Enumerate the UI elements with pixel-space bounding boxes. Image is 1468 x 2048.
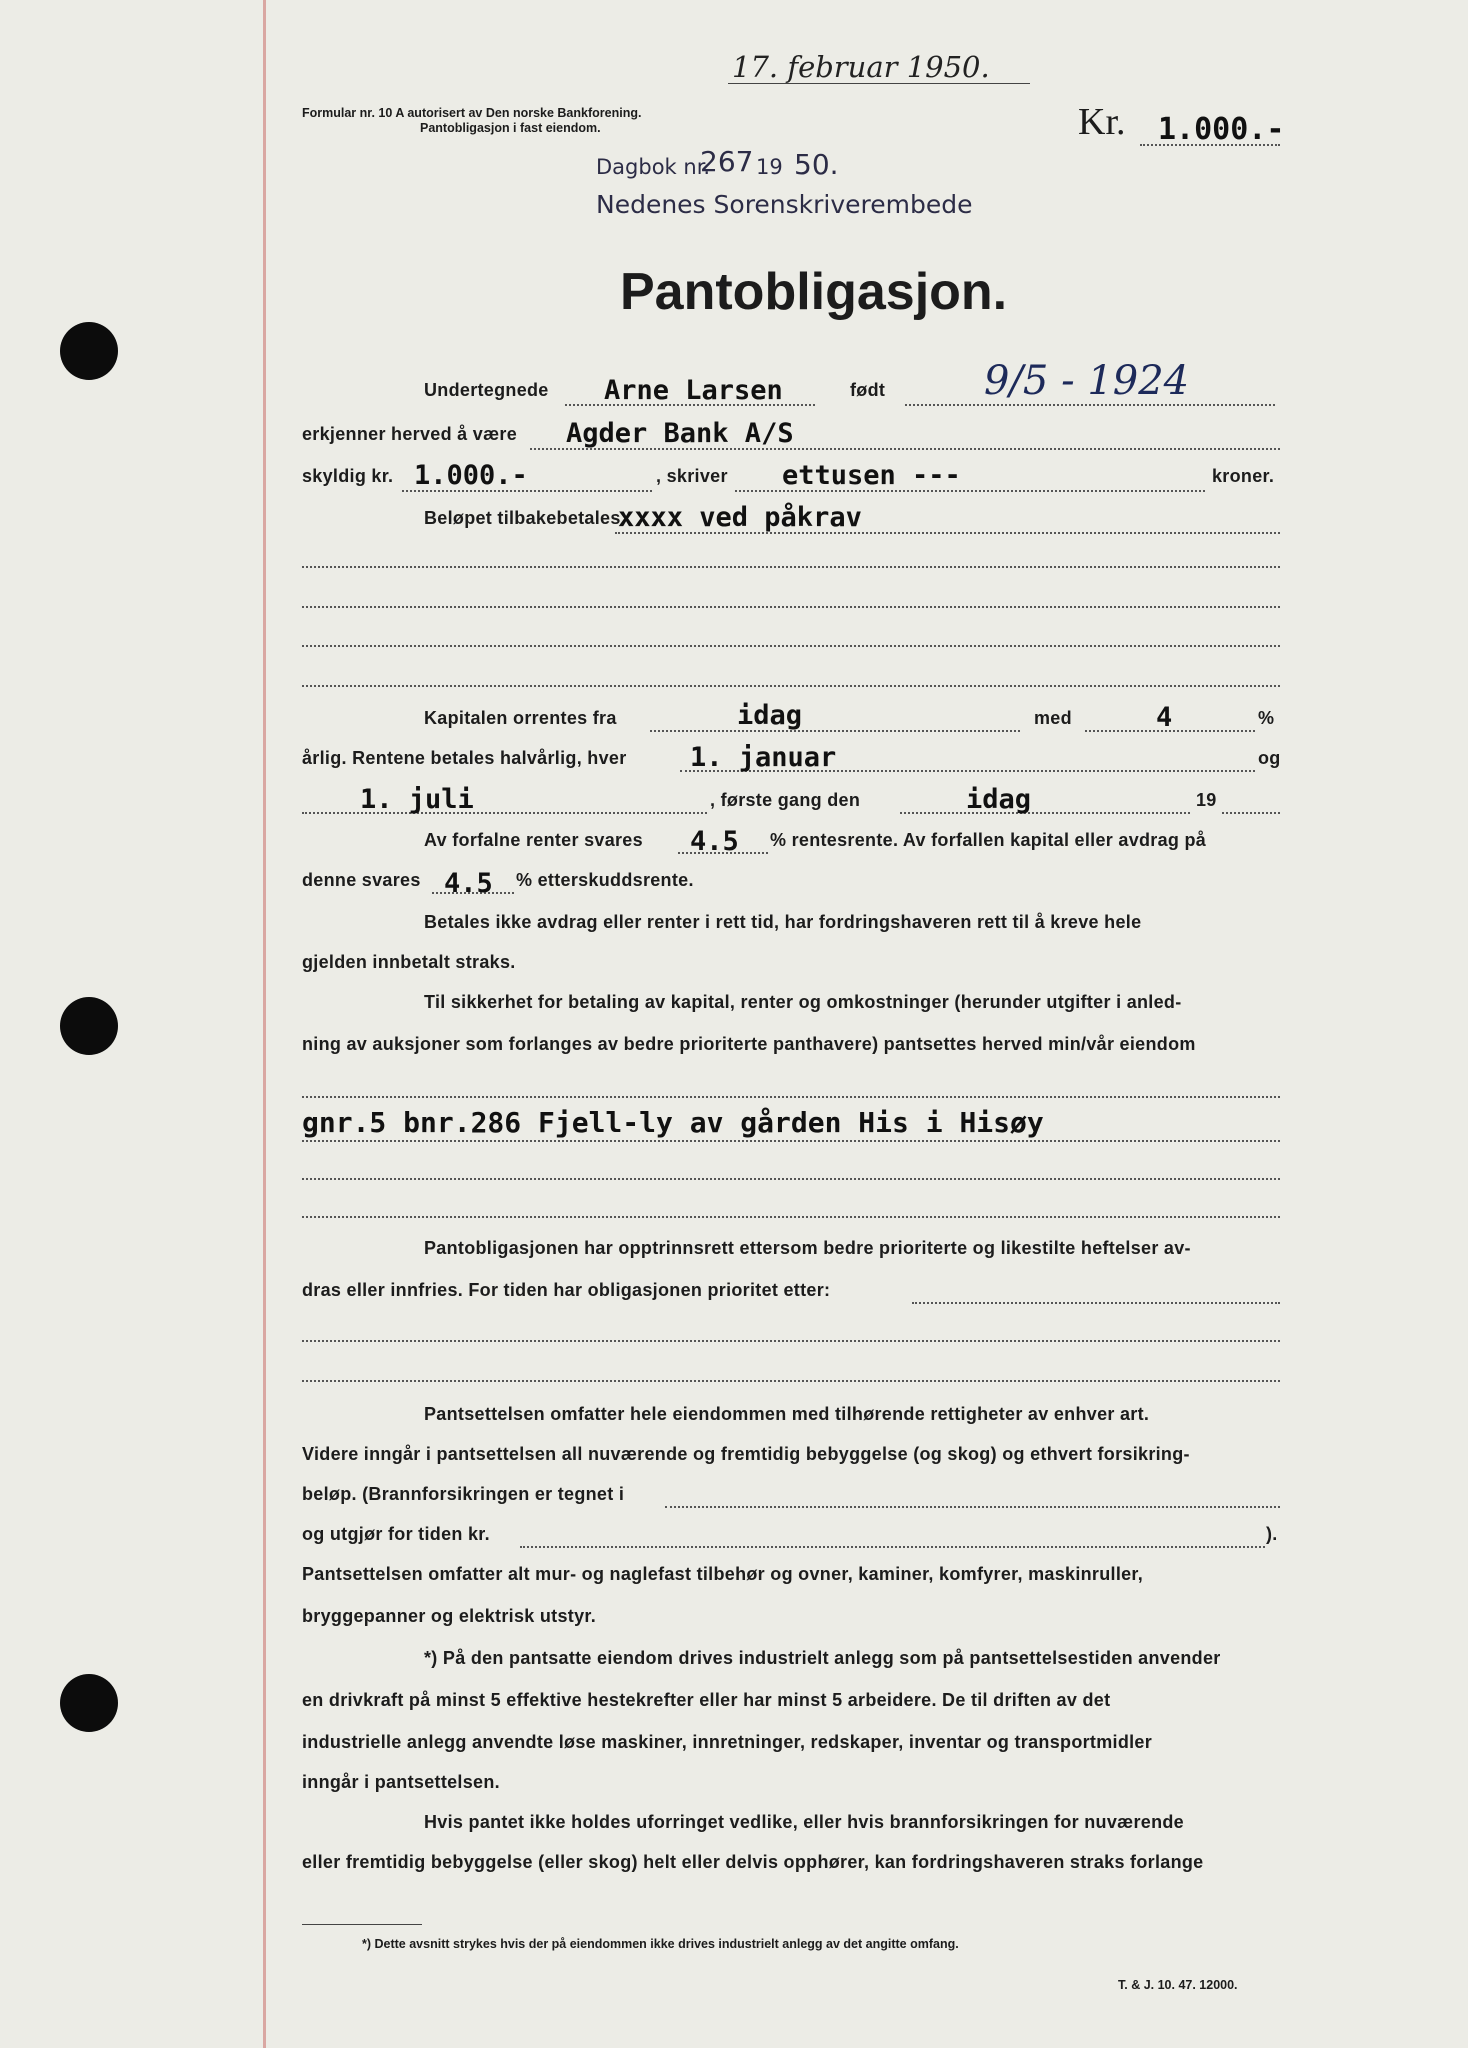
undertegnede-value: Arne Larsen	[604, 375, 783, 406]
industri-line-3: industrielle anlegg anvendte løse maskiner, innretninger, redskaper, inventar og transportmidler	[302, 1732, 1153, 1752]
forfalne-label: Av forfalne renter svares	[424, 830, 643, 850]
form-authorization-line: Formular nr. 10 A autorisert av Den norske Bankforening.	[302, 106, 642, 120]
year-nineteen: 19	[1196, 790, 1217, 810]
blank-line-4	[302, 685, 1280, 687]
blank-line-2	[302, 606, 1280, 608]
omfatter-line-1: Pantsettelsen omfatter hele eiendommen med tilhørende rettigheter av enhver art.	[424, 1404, 1150, 1424]
footnote-rule	[302, 1924, 422, 1925]
date-underline	[728, 83, 1030, 84]
kr-dotted-line	[1140, 144, 1280, 146]
med-value: 4	[1156, 702, 1173, 733]
arlig-label: årlig. Rentene betales halvårlig, hver	[302, 748, 627, 768]
blank-line-3	[302, 645, 1280, 647]
omfatter-line-4: og utgjør for tiden kr.	[302, 1524, 490, 1544]
denne-label: denne svares	[302, 870, 421, 890]
og-label: og	[1258, 748, 1281, 768]
blank-line-5	[302, 1178, 1280, 1180]
dagbok-year-suffix: 50.	[794, 148, 839, 181]
denne-value: 4.5	[444, 868, 493, 899]
fodt-value: 9/5 - 1924	[984, 358, 1190, 404]
med-percent: %	[1258, 708, 1275, 728]
prioritet-dots	[912, 1302, 1280, 1304]
belopet-value: xxxx ved påkrav	[618, 502, 862, 533]
omfatter-line-3: beløp. (Brannforsikringen er tegnet i	[302, 1484, 625, 1504]
margin-rule	[263, 0, 266, 2048]
brannforsikring-dots	[665, 1506, 1280, 1508]
dagbok-year-prefix: 19	[756, 155, 783, 179]
eiendom-dots	[302, 1140, 1280, 1142]
fodt-dots	[905, 404, 1275, 406]
forste-label: , første gang den	[710, 790, 861, 810]
kapitalen-dots	[650, 730, 1020, 732]
stamp-office: Nedenes Sorenskriverembede	[596, 190, 973, 219]
form-type-line: Pantobligasjon i fast eiendom.	[420, 121, 601, 135]
belopet-label: Beløpet tilbakebetales	[424, 508, 621, 528]
arlig-value: 1. januar	[690, 742, 837, 773]
skriver-label: , skriver	[656, 466, 728, 486]
forste-value: idag	[966, 784, 1032, 815]
forste-dots	[900, 812, 1190, 814]
fodt-label: født	[850, 380, 886, 400]
sikkerhet-line-1: Til sikkerhet for betaling av kapital, renter og omkostninger (herunder utgifter i anled-	[424, 992, 1182, 1012]
mur-line-1: Pantsettelsen omfatter alt mur- og naglefast tilbehør og ovner, kaminer, komfyrer, maskinruller,	[302, 1564, 1144, 1584]
erkjenner-value: Agder Bank A/S	[566, 418, 794, 449]
undertegnede-label: Undertegnede	[424, 380, 549, 400]
punch-hole-bottom	[60, 1674, 118, 1732]
industri-line-2: en drivkraft på minst 5 effektive hestekrefter eller har minst 5 arbeidere. De til driften av det	[302, 1690, 1111, 1710]
printer-code: T. & J. 10. 47. 12000.	[1118, 1978, 1238, 1992]
erkjenner-label: erkjenner herved å være	[302, 424, 518, 444]
denne-rest: % etterskuddsrente.	[516, 870, 694, 890]
betales-line-2: gjelden innbetalt straks.	[302, 952, 516, 972]
med-label: med	[1034, 708, 1072, 728]
kapitalen-label: Kapitalen orrentes fra	[424, 708, 617, 728]
kr-label: Kr.	[1078, 101, 1126, 143]
juli-value: 1. juli	[360, 784, 474, 815]
omfatter-line-4-end: ).	[1266, 1524, 1278, 1544]
blank-line-7	[302, 1340, 1280, 1342]
industri-line-4: inngår i pantsettelsen.	[302, 1772, 500, 1792]
forfalne-value: 4.5	[690, 826, 739, 857]
hvis-line-1: Hvis pantet ikke holdes uforringet vedlike, eller hvis brannforsikringen for nuværende	[424, 1812, 1184, 1832]
handwritten-date: 17. februar 1950.	[732, 50, 990, 84]
skyldig-label: skyldig kr.	[302, 466, 394, 486]
blank-line-6	[302, 1216, 1280, 1218]
mur-line-2: bryggepanner og elektrisk utstyr.	[302, 1606, 596, 1626]
eiendom-blank-dots	[302, 1096, 1280, 1098]
kroner-label: kroner.	[1212, 466, 1275, 486]
industri-line-1: *) På den pantsatte eiendom drives industrielt anlegg som på pantsettelsestiden anvender	[424, 1648, 1221, 1668]
forfalne-rest: % rentesrente. Av forfallen kapital eller avdrag på	[770, 830, 1207, 850]
sikkerhet-line-2: ning av auksjoner som forlanges av bedre prioriterte panthavere) pantsettes herved min/vår eiendom	[302, 1034, 1196, 1054]
punch-hole-top	[60, 322, 118, 380]
blank-line-8	[302, 1380, 1280, 1382]
blank-line-1	[302, 566, 1280, 568]
skyldig-value: 1.000.-	[414, 460, 528, 491]
punch-hole-middle	[60, 997, 118, 1055]
dagbok-label: Dagbok nr.	[596, 155, 711, 179]
opptrinn-line-1: Pantobligasjonen har opptrinnsrett ettersom bedre prioriterte og likestilte heftelser av-	[424, 1238, 1191, 1258]
hvis-line-2: eller fremtidig bebyggelse (eller skog) helt eller delvis opphører, kan fordringshaveren straks forlange	[302, 1852, 1204, 1872]
document-title: Pantobligasjon.	[620, 263, 1008, 321]
footnote: *) Dette avsnitt strykes hvis der på eiendommen ikke drives industrielt anlegg av det angitte omfang.	[362, 1937, 959, 1951]
betales-line-1: Betales ikke avdrag eller renter i rett tid, har fordringshaveren rett til å kreve hele	[424, 912, 1142, 932]
eiendom-value: gnr.5 bnr.286 Fjell-ly av gården His i Hisøy	[302, 1106, 1044, 1139]
year-dots	[1222, 812, 1280, 814]
opptrinn-line-2: dras eller innfries. For tiden har obligasjonen prioritet etter:	[302, 1280, 831, 1300]
dagbok-number: 267	[700, 145, 754, 178]
utgjor-dots	[520, 1546, 1265, 1548]
skriver-value: ettusen ---	[782, 460, 961, 491]
omfatter-line-2: Videre inngår i pantsettelsen all nuværende og fremtidig bebyggelse (og skog) og ethvert forsikring-	[302, 1444, 1190, 1464]
kapitalen-value: idag	[737, 700, 803, 731]
kr-amount: 1.000.-	[1158, 112, 1285, 147]
